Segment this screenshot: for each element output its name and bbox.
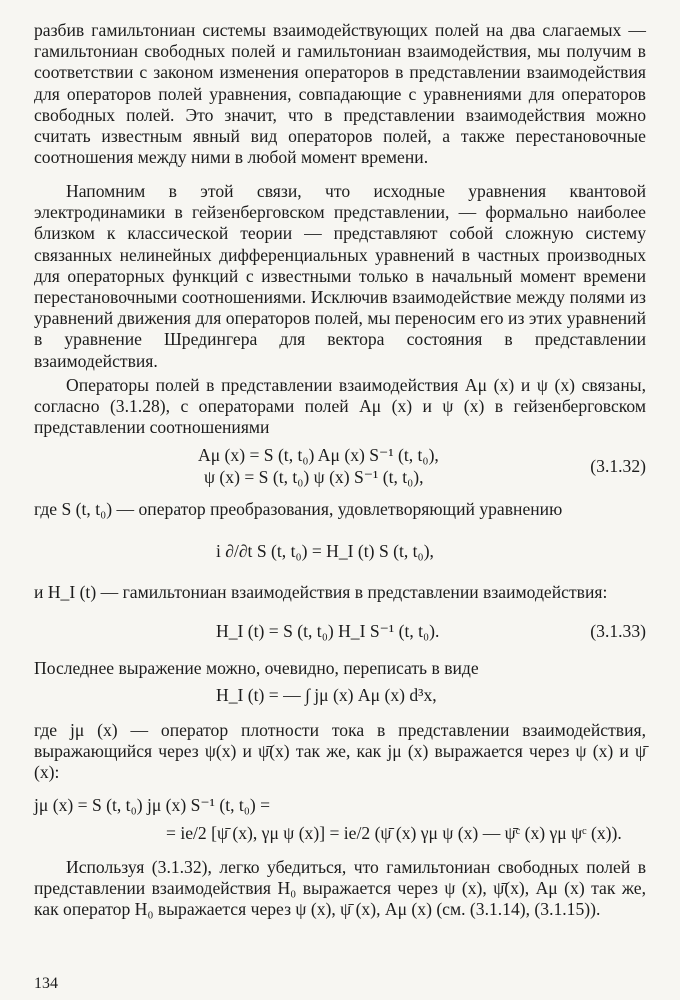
equation-hamiltonian-current: H_I (t) = — ∫ jμ (x) Aμ (x) d³x, <box>216 685 437 705</box>
paragraph-5: и H_I (t) — гамильтониан взаимодействия в представлении взаимодействия: <box>34 582 608 602</box>
page-number: 134 <box>34 975 58 992</box>
paragraph-7: где jμ (x) — оператор плотности тока в представлении взаимодействия, выражающийся через ψ(x) и ψ̄(x) так же, как jμ (x) выражается через ψ (x) и ψ̄ (x): <box>34 720 646 783</box>
equation-number-3-1-33: (3.1.33) <box>590 621 646 641</box>
equation-3-1-33: H_I (t) = S (t, t₀) H_I S⁻¹ (t, t₀). <box>216 621 440 641</box>
equation-schrodinger: i ∂/∂t S (t, t₀) = H_I (t) S (t, t₀), <box>216 541 434 561</box>
paragraph-2: Напомним в этой связи, что исходные уравнения квантовой электродинамики в гейзенберговском представлении, — формально наиболее близком к классической теории — представляют собой сложную систему связанных нелинейных дифференциальных уравнений в частных производных для операторных функций с известными только в начальный момент времени перестановочными соотношениями. Исключив взаимодействие между полями из уравнений движения для операторов полей, мы переносим его из этих уравнений в уравнение Шредингера для вектора состояния в представлении взаимодействия. <box>34 181 646 371</box>
equation-number-3-1-32: (3.1.32) <box>590 456 646 476</box>
paragraph-3: Операторы полей в представлении взаимодействия Aμ (x) и ψ (x) связаны, согласно (3.1.28), с операторами полей Aμ (x) и ψ (x) в гейзенберговском представлении соотношениями <box>34 375 646 438</box>
equation-current-line2: = ie/2 [ψ̄ (x), γμ ψ (x)] = ie/2 (ψ̄ (x) γμ ψ (x) — ψ̄ᶜ (x) γμ ψᶜ (x)). <box>166 823 622 843</box>
paragraph-6: Последнее выражение можно, очевидно, переписать в виде <box>34 658 479 678</box>
paragraph-8: Используя (3.1.32), легко убедиться, что гамильтониан свободных полей в представлении взаимодействия H₀ выражается через ψ (x), ψ̄(x), Aμ (x) так же, как оператор H₀ выражается через ψ (x), ψ̄ (x), Aμ (x) (см. (3.1.14), (3.1.15)). <box>34 857 646 920</box>
equation-3-1-32-line2: ψ (x) = S (t, t₀) ψ (x) S⁻¹ (t, t₀), <box>204 467 424 487</box>
equation-current-line1: jμ (x) = S (t, t₀) jμ (x) S⁻¹ (t, t₀) = <box>34 795 271 815</box>
paragraph-4: где S (t, t₀) — оператор преобразования, удовлетворяющий уравнению <box>34 499 563 519</box>
paragraph-1: разбив гамильтониан системы взаимодействующих полей на два слагаемых — гамильтониан свободных полей и гамильтониан взаимодействия, мы получим в соответствии с законом изменения операторов в представлении взаимодействия для операторов полей уравнения, совпадающие с уравнениями для операторов свободных полей. Это значит, что в представлении взаимодействия можно считать известным явный вид операторов полей, а также перестановочные соотношения между ними в любой момент времени. <box>34 20 646 168</box>
equation-3-1-32-line1: Aμ (x) = S (t, t₀) Aμ (x) S⁻¹ (t, t₀), <box>198 445 439 465</box>
